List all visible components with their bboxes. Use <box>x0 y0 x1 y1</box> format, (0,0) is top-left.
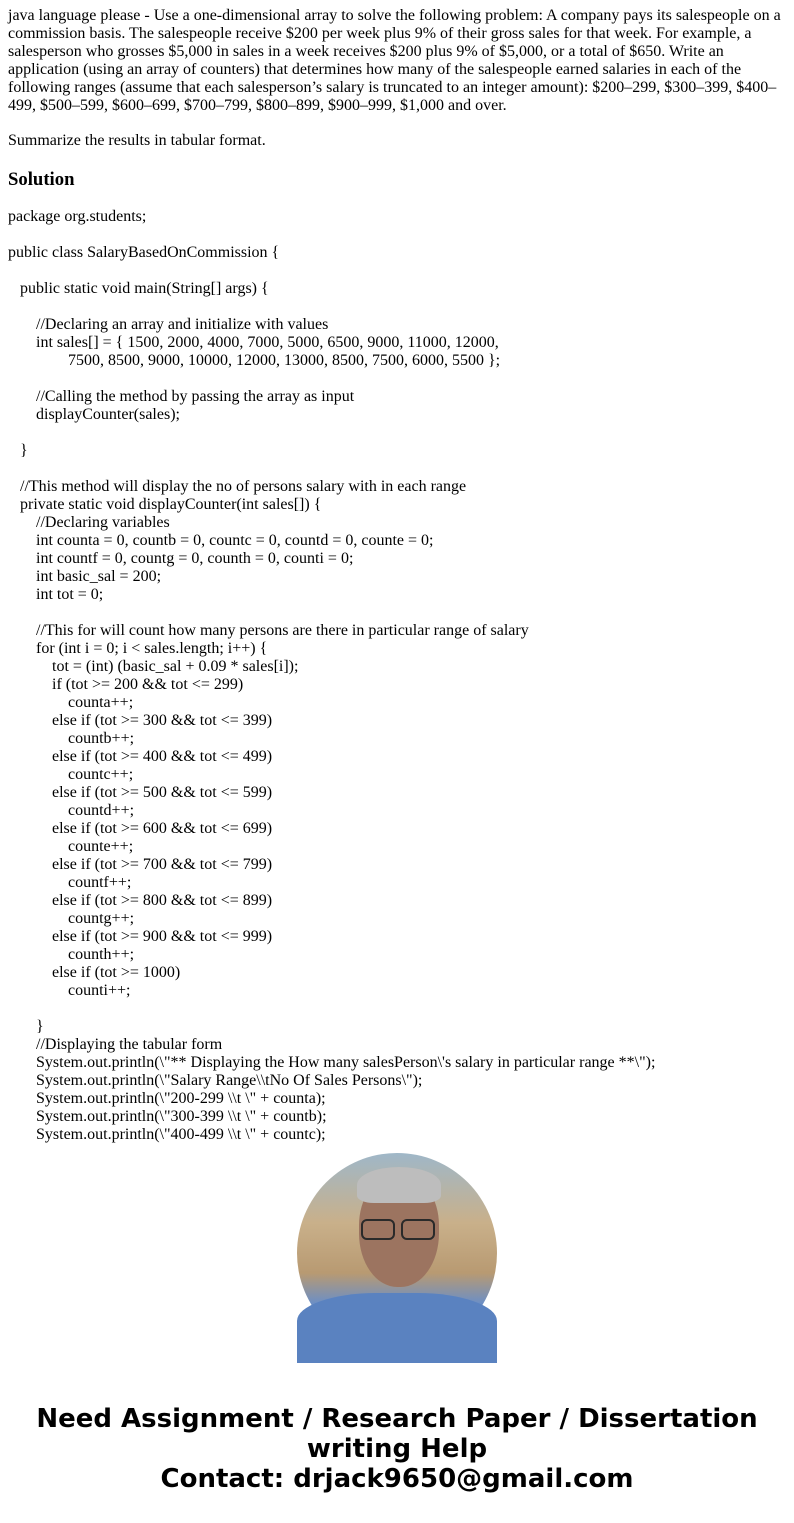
code-line: displayCounter(sales); <box>8 406 180 423</box>
code-line: else if (tot >= 800 && tot <= 899) <box>8 892 273 909</box>
solution-code <box>8 208 788 1143</box>
code-line: int sales[] = { 1500, 2000, 4000, 7000, 5000, 6500, 9000, 11000, 12000, <box>8 334 499 351</box>
code-line: System.out.println(\"Salary Range\\tNo Of Sales Persons\"); <box>8 1072 423 1089</box>
code-line: //Calling the method by passing the array as input <box>8 388 355 405</box>
code-line: else if (tot >= 400 && tot <= 499) <box>8 748 273 765</box>
hair-shape <box>357 1167 441 1203</box>
question-text: java language please - Use a one-dimensional array to solve the following problem: A company pays its salespeople on a commission basis. The salespeople receive $200 per week plus 9% of their gross sales for that week. For example, a salesperson who grosses $5,000 in sales in a week receives $200 plus 9% of $5,000, or a total of $650. Write an application (using an array of counters) that determines how many of the salespeople earned salaries in each of the following ranges (assume that each salesperson’s salary is truncated to an integer amount): $200–299, $300–399, $400–499, $500–599, $600–699, $700–799, $800–899, $900–999, $1,000 and over. <box>8 7 781 114</box>
code-line <box>8 226 788 244</box>
code-line <box>8 298 788 316</box>
shirt-shape <box>297 1293 497 1363</box>
code-line: //This for will count how many persons are there in particular range of salary <box>8 622 529 639</box>
code-line: System.out.println(\"300-399 \\t \" + countb); <box>8 1108 327 1125</box>
code-line: //Displaying the tabular form <box>8 1036 223 1053</box>
code-line: countc++; <box>8 766 134 783</box>
footer-contact: Contact: drjack9650@gmail.com <box>160 1464 634 1494</box>
code-line: //Declaring variables <box>8 514 170 531</box>
summarize-text: Summarize the results in tabular format. <box>8 132 266 149</box>
code-line: counth++; <box>8 946 135 963</box>
code-line: } <box>8 442 28 459</box>
code-line: if (tot >= 200 && tot <= 299) <box>8 676 244 693</box>
code-line: tot = (int) (basic_sal + 0.09 * sales[i]); <box>8 658 299 675</box>
code-line: System.out.println(\"200-299 \\t \" + counta); <box>8 1090 326 1107</box>
code-line <box>8 1000 788 1018</box>
code-line: int counta = 0, countb = 0, countc = 0, countd = 0, counte = 0; <box>8 532 434 549</box>
code-line: int countf = 0, countg = 0, counth = 0, counti = 0; <box>8 550 354 567</box>
code-line: countb++; <box>8 730 135 747</box>
footer-line-2: writing Help <box>306 1434 488 1464</box>
code-line: int basic_sal = 200; <box>8 568 162 585</box>
code-line <box>8 460 788 478</box>
code-line: private static void displayCounter(int sales[]) { <box>8 496 322 513</box>
code-line: else if (tot >= 300 && tot <= 399) <box>8 712 273 729</box>
code-line: countf++; <box>8 874 132 891</box>
code-line: package org.students; <box>8 208 147 225</box>
code-line <box>8 604 788 622</box>
code-line: public class SalaryBasedOnCommission { <box>8 244 280 261</box>
code-line: for (int i = 0; i < sales.length; i++) { <box>8 640 268 657</box>
code-line: System.out.println(\"** Displaying the How many salesPerson\'s salary in particular range **\"); <box>8 1054 656 1071</box>
code-line: else if (tot >= 700 && tot <= 799) <box>8 856 273 873</box>
code-line <box>8 262 788 280</box>
code-line: public static void main(String[] args) { <box>8 280 269 297</box>
code-line: else if (tot >= 600 && tot <= 699) <box>8 820 273 837</box>
author-photo <box>297 1153 497 1353</box>
code-line: } <box>8 1018 44 1035</box>
glasses-shape <box>361 1219 437 1237</box>
code-line: else if (tot >= 1000) <box>8 964 181 981</box>
code-line: System.out.println(\"400-499 \\t \" + countc); <box>8 1126 326 1143</box>
code-line: countd++; <box>8 802 135 819</box>
code-line: counta++; <box>8 694 134 711</box>
solution-heading: Solution <box>8 169 75 190</box>
code-line: //This method will display the no of persons salary with in each range <box>8 478 467 495</box>
code-line: 7500, 8500, 9000, 10000, 12000, 13000, 8500, 7500, 6000, 5500 }; <box>8 352 501 369</box>
footer-ad <box>0 1404 794 1494</box>
code-line: else if (tot >= 900 && tot <= 999) <box>8 928 273 945</box>
code-line: int tot = 0; <box>8 586 104 603</box>
code-line: counti++; <box>8 982 131 999</box>
code-line <box>8 424 788 442</box>
code-line: //Declaring an array and initialize with values <box>8 316 329 333</box>
code-line: counte++; <box>8 838 134 855</box>
footer-line-1: Need Assignment / Research Paper / Dissertation <box>36 1404 758 1434</box>
code-line: countg++; <box>8 910 135 927</box>
code-line <box>8 370 788 388</box>
code-line: else if (tot >= 500 && tot <= 599) <box>8 784 273 801</box>
